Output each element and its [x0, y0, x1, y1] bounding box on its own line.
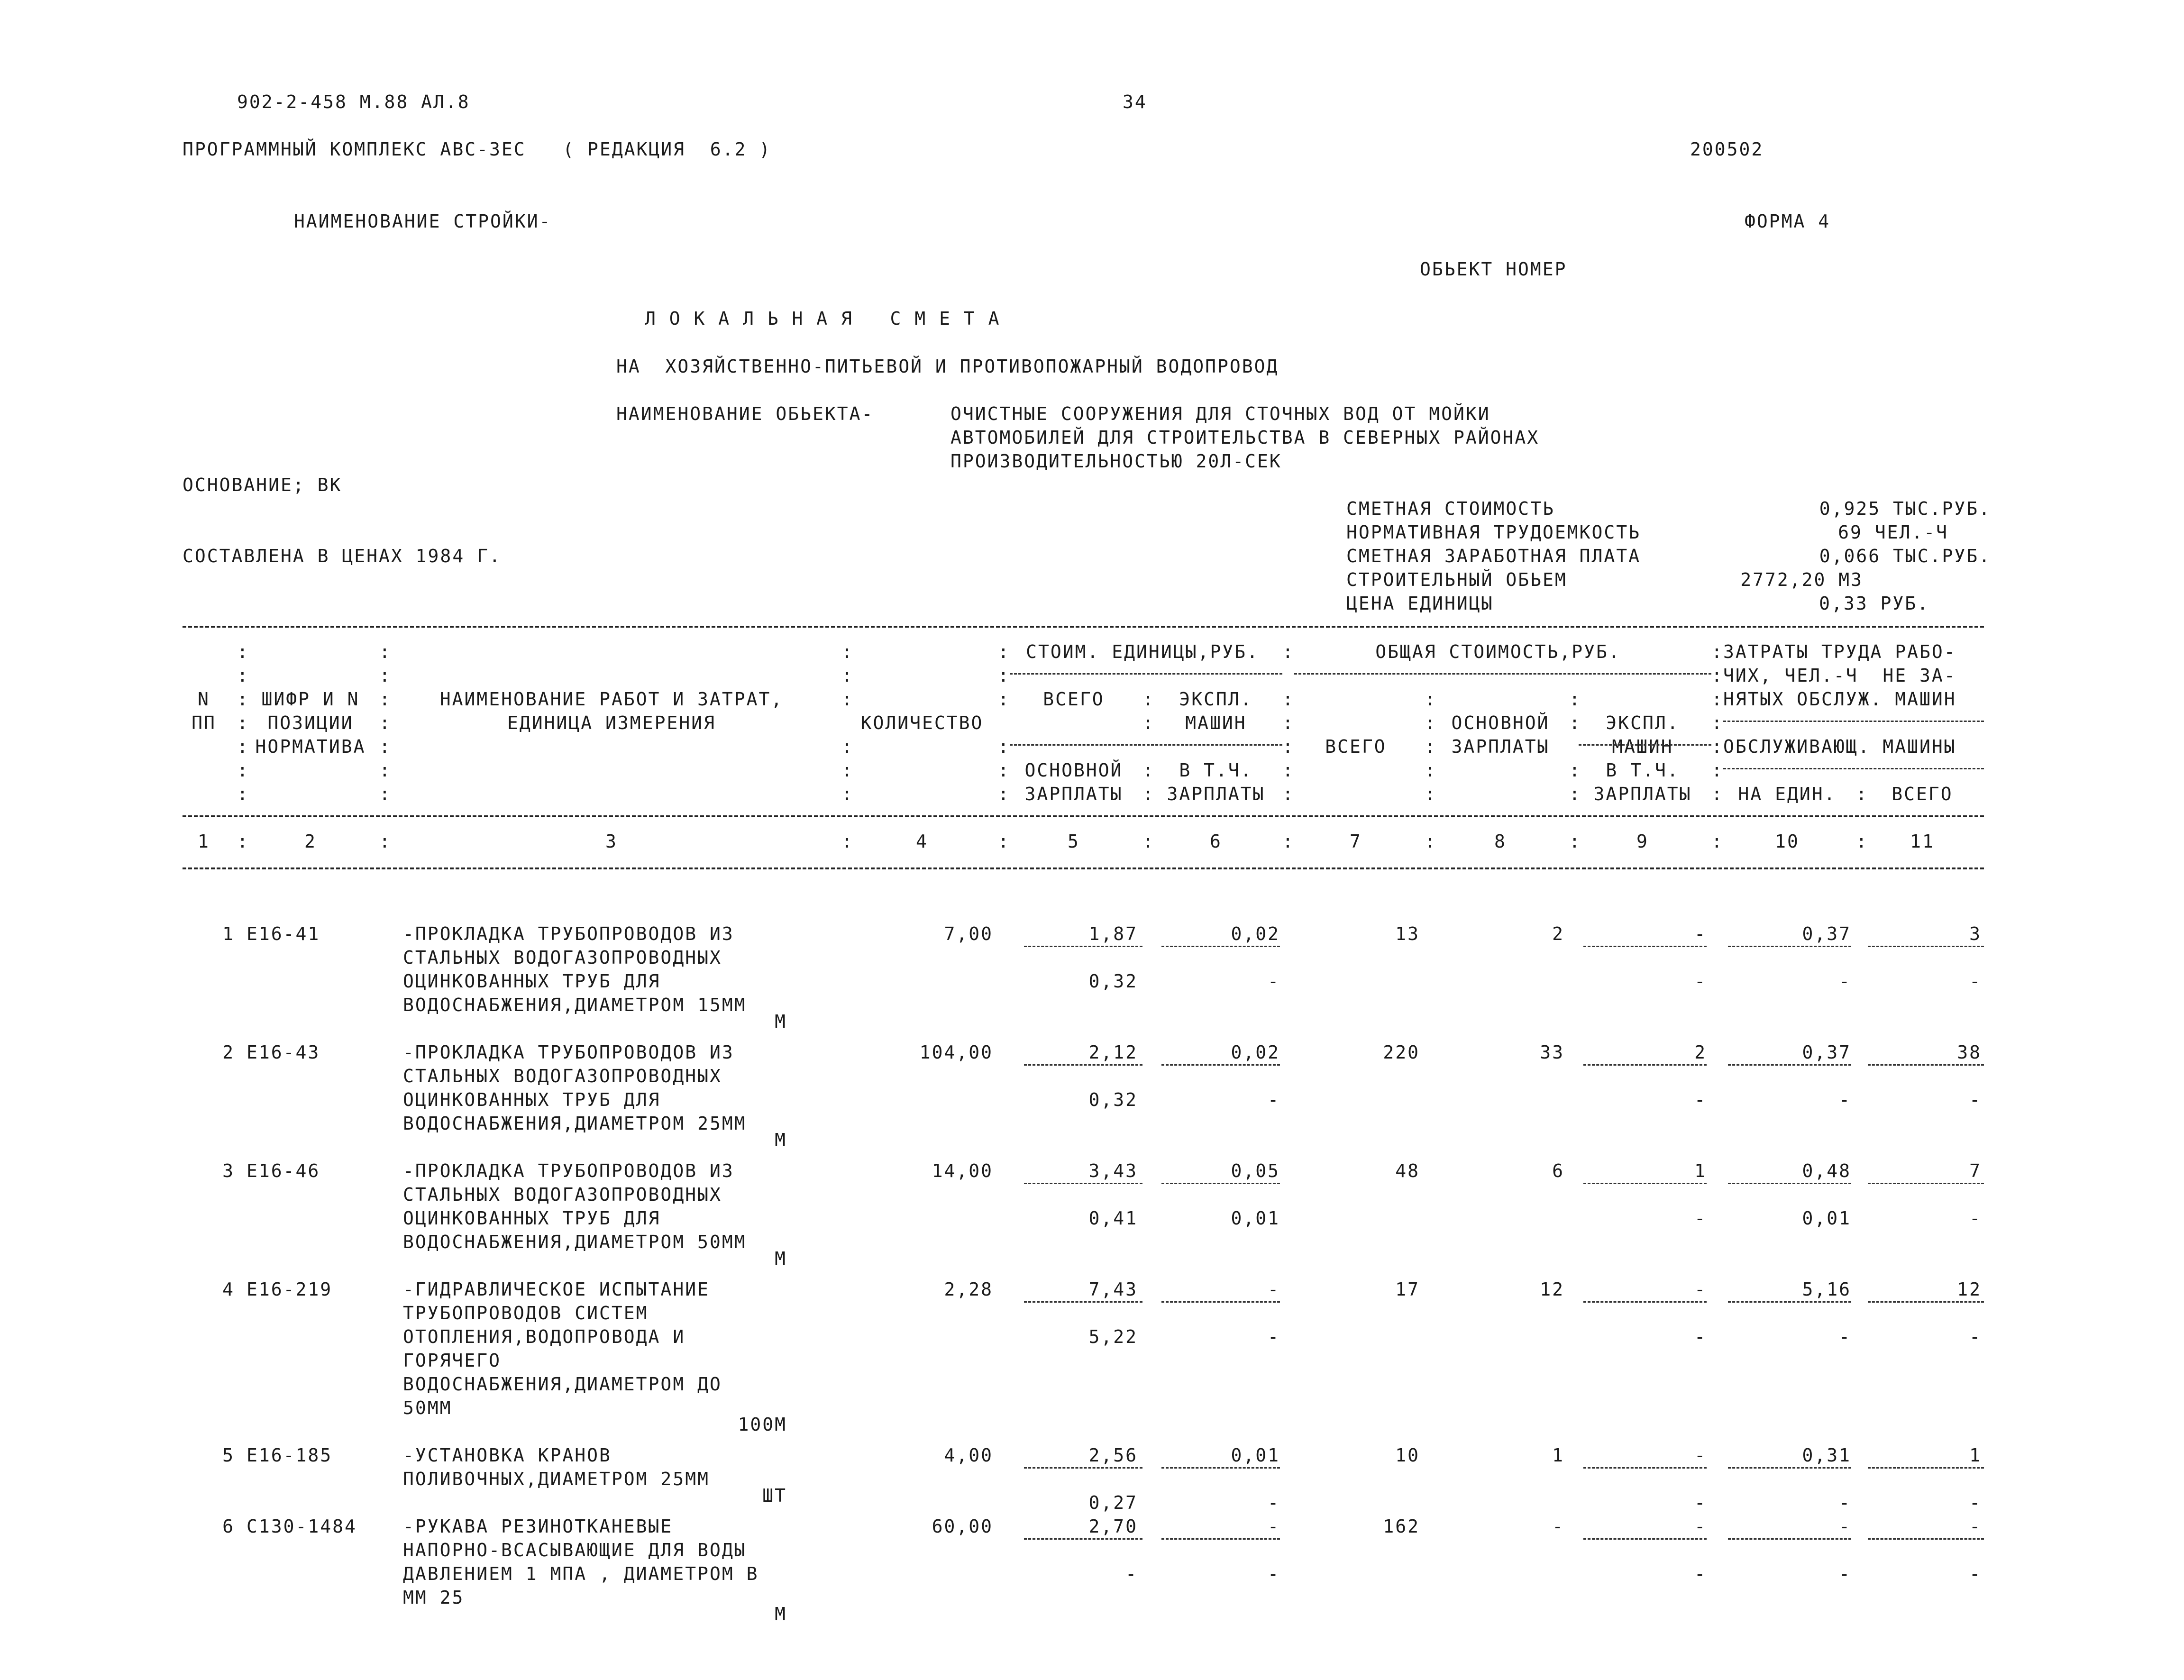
- cell-divider-rule: [1161, 1538, 1280, 1540]
- form-label: ФОРМА 4: [1745, 211, 1831, 232]
- summary-value: 0,066 ТЫС.РУБ.: [1819, 546, 1991, 566]
- row-unit-machines: 0,02: [1231, 923, 1280, 944]
- row-unit-total: 7,43: [1088, 1279, 1138, 1300]
- row-unit: ШТ: [762, 1485, 787, 1506]
- row-unit-incl: -: [1268, 1089, 1280, 1110]
- header-unit-total: ВСЕГО: [1043, 689, 1105, 710]
- cell-divider-rule: [1583, 1183, 1707, 1184]
- header-total-cost: ОБЩАЯ СТОИМОСТЬ,РУБ.: [1375, 641, 1621, 662]
- row-labor-per-unit: 0,31: [1802, 1445, 1851, 1466]
- column-number: 5: [1068, 831, 1080, 852]
- object-name-line-2: АВТОМОБИЛЕЙ ДЛЯ СТРОИТЕЛЬСТВА В СЕВЕРНЫХ РАЙОНАХ: [950, 427, 1540, 448]
- column-number: 7: [1350, 831, 1362, 852]
- row-unit-incl: 0,01: [1231, 1208, 1280, 1229]
- row-number: 4: [222, 1279, 235, 1300]
- document-subtitle: НА ХОЗЯЙСТВЕННО-ПИТЬЕВОЙ И ПРОТИВОПОЖАРНЫЙ ВОДОПРОВОД: [616, 356, 1279, 377]
- row-name-line: 50ММ: [403, 1397, 452, 1418]
- program-line: ПРОГРАММНЫЙ КОМПЛЕКС АВС-3ЕС ( РЕДАКЦИЯ 6.2 ): [183, 139, 772, 160]
- cell-divider-rule: [1024, 1064, 1142, 1066]
- column-number: 11: [1910, 831, 1935, 852]
- header-unit-incl: В Т.Ч.: [1179, 760, 1253, 781]
- row-name-line: ОТОПЛЕНИЯ,ВОДОПРОВОДА И: [403, 1326, 685, 1347]
- row-labor-per-unit-service: -: [1839, 1563, 1851, 1584]
- row-unit-total: 2,56: [1088, 1445, 1138, 1466]
- cell-divider-rule: [1728, 1538, 1851, 1540]
- row-total-wages: 12: [1540, 1279, 1564, 1300]
- summary-value: 2772,20 М3: [1740, 569, 1863, 590]
- document-title: Л О К А Л Ь Н А Я С М Е Т А: [645, 308, 1001, 329]
- header-code: НОРМАТИВА: [255, 736, 366, 757]
- row-labor-all-service: -: [1969, 1326, 1982, 1347]
- row-name-line: СТАЛЬНЫХ ВОДОГАЗОПРОВОДНЫХ: [403, 1184, 722, 1205]
- row-total-machines: 2: [1694, 1042, 1707, 1063]
- header-unit-cost: СТОИМ. ЕДИНИЦЫ,РУБ.: [1026, 641, 1259, 662]
- row-total: 13: [1395, 923, 1420, 944]
- row-total-machines: -: [1694, 1445, 1707, 1466]
- header-total-wages: ОСНОВНОЙ: [1451, 712, 1550, 733]
- row-name-line: ГОРЯЧЕГО: [403, 1350, 502, 1371]
- row-name-line: -РУКАВА РЕЗИНОТКАНЕВЫЕ: [403, 1516, 673, 1537]
- row-unit-machines: -: [1268, 1516, 1280, 1537]
- row-unit: М: [775, 1011, 787, 1032]
- row-quantity: 104,00: [919, 1042, 993, 1063]
- cell-divider-rule: [1024, 1467, 1142, 1469]
- summary-value: 0,33 РУБ.: [1819, 593, 1929, 614]
- row-name-line: НАПОРНО-ВСАСЫВАЮЩИЕ ДЛЯ ВОДЫ: [403, 1540, 747, 1561]
- row-labor-per-unit: 0,37: [1802, 923, 1851, 944]
- row-code: Е16-185: [247, 1445, 333, 1466]
- header-n: N: [198, 689, 210, 710]
- row-name-line: СТАЛЬНЫХ ВОДОГАЗОПРОВОДНЫХ: [403, 947, 722, 968]
- row-labor-per-unit-service: -: [1839, 971, 1851, 992]
- cell-divider-rule: [1024, 1538, 1142, 1540]
- header-rule: [1723, 768, 1984, 769]
- row-labor-per-unit-service: 0,01: [1802, 1208, 1851, 1229]
- cell-divider-rule: [1868, 1301, 1984, 1303]
- prices-label: СОСТАВЛЕНА В ЦЕНАХ 1984 Г.: [183, 546, 502, 566]
- header-labor: НЯТЫХ ОБСЛУЖ. МАШИН: [1723, 689, 1956, 710]
- basis-label: ОСНОВАНИЕ; ВК: [183, 475, 342, 495]
- row-total-incl: -: [1694, 971, 1707, 992]
- row-labor-all: 12: [1957, 1279, 1982, 1300]
- row-quantity: 2,28: [944, 1279, 993, 1300]
- row-unit: М: [775, 1130, 787, 1150]
- row-labor-all-service: -: [1969, 971, 1982, 992]
- cell-divider-rule: [1583, 1064, 1707, 1066]
- header-unit-wages: ОСНОВНОЙ: [1024, 760, 1123, 781]
- header-quantity: КОЛИЧЕСТВО: [860, 712, 984, 733]
- row-labor-all: 7: [1969, 1160, 1982, 1181]
- row-unit: М: [775, 1248, 787, 1269]
- column-number: 3: [605, 831, 618, 852]
- header-labor: ЧИХ, ЧЕЛ.-Ч НЕ ЗА-: [1723, 665, 1956, 686]
- row-labor-per-unit: 0,48: [1802, 1160, 1851, 1181]
- cell-divider-rule: [1024, 1183, 1142, 1184]
- header-total-machines: МАШИН: [1612, 736, 1673, 757]
- cell-divider-rule: [1161, 946, 1280, 947]
- cell-divider-rule: [1024, 1301, 1142, 1303]
- cell-divider-rule: [1728, 946, 1851, 947]
- summary-label: НОРМАТИВНАЯ ТРУДОЕМКОСТЬ: [1346, 522, 1641, 543]
- header-total-machines: ЭКСПЛ.: [1606, 712, 1680, 733]
- cell-divider-rule: [1728, 1301, 1851, 1303]
- header-total-incl: В Т.Ч.: [1606, 760, 1680, 781]
- row-labor-per-unit: -: [1839, 1516, 1851, 1537]
- row-unit: 100М: [738, 1414, 787, 1435]
- row-code: Е16-46: [247, 1160, 320, 1181]
- object-name-line-1: ОЧИСТНЫЕ СООРУЖЕНИЯ ДЛЯ СТОЧНЫХ ВОД ОТ МОЙКИ: [950, 403, 1490, 424]
- summary-label: ЦЕНА ЕДИНИЦЫ: [1346, 593, 1494, 614]
- column-number: 4: [916, 831, 928, 852]
- row-code: Е16-219: [247, 1279, 333, 1300]
- header-n: ПП: [192, 712, 216, 733]
- column-number: 10: [1775, 831, 1800, 852]
- row-unit-incl: -: [1268, 1492, 1280, 1513]
- cell-divider-rule: [1728, 1467, 1851, 1469]
- header-unit-machines: ЭКСПЛ.: [1179, 689, 1253, 710]
- cell-divider-rule: [1024, 946, 1142, 947]
- row-unit-total: 1,87: [1088, 923, 1138, 944]
- row-total-machines: 1: [1694, 1160, 1707, 1181]
- header-unit-incl: ЗАРПЛАТЫ: [1167, 784, 1265, 804]
- header-rule: [1294, 673, 1711, 675]
- row-labor-all-service: -: [1969, 1563, 1982, 1584]
- row-unit-incl: -: [1268, 1326, 1280, 1347]
- header-unit-machines: МАШИН: [1185, 712, 1247, 733]
- row-labor-all: 1: [1969, 1445, 1982, 1466]
- row-unit-machines: 0,05: [1231, 1160, 1280, 1181]
- row-unit-machines: -: [1268, 1279, 1280, 1300]
- row-labor-all-service: -: [1969, 1089, 1982, 1110]
- row-unit-total: 2,12: [1088, 1042, 1138, 1063]
- row-code: С130-1484: [247, 1516, 357, 1537]
- row-name-line: -ПРОКЛАДКА ТРУБОПРОВОДОВ ИЗ: [403, 1042, 734, 1063]
- row-total-incl: -: [1694, 1563, 1707, 1584]
- row-name-line: ММ 25: [403, 1587, 465, 1608]
- row-number: 1: [222, 923, 235, 944]
- summary-value: 0,925 ТЫС.РУБ.: [1819, 498, 1991, 519]
- header-separator: :: [1856, 784, 1868, 804]
- document-number: 200502: [1690, 139, 1764, 160]
- row-labor-all-service: -: [1969, 1208, 1982, 1229]
- row-unit-incl: -: [1268, 1563, 1280, 1584]
- row-code: Е16-43: [247, 1042, 320, 1063]
- row-name-line: ВОДОСНАБЖЕНИЯ,ДИАМЕТРОМ 25ММ: [403, 1113, 747, 1134]
- column-number: 9: [1636, 831, 1649, 852]
- row-number: 6: [222, 1516, 235, 1537]
- row-total: 17: [1395, 1279, 1420, 1300]
- cell-divider-rule: [1583, 1467, 1707, 1469]
- row-unit-wages: -: [1125, 1563, 1138, 1584]
- header-labor: ЗАТРАТЫ ТРУДА РАБО-: [1723, 641, 1956, 662]
- row-name-line: ВОДОСНАБЖЕНИЯ,ДИАМЕТРОМ 50ММ: [403, 1232, 747, 1252]
- row-total-machines: -: [1694, 923, 1707, 944]
- column-number: 2: [304, 831, 317, 852]
- row-total-incl: -: [1694, 1089, 1707, 1110]
- cell-divider-rule: [1868, 1183, 1984, 1184]
- object-number-label: ОБЬЕКТ НОМЕР: [1420, 259, 1567, 280]
- table-top-rule: [183, 626, 1984, 628]
- document-code: 902-2-458 М.88 АЛ.8: [237, 91, 470, 112]
- row-name-line: -ПРОКЛАДКА ТРУБОПРОВОДОВ ИЗ: [403, 923, 734, 944]
- row-name-line: -УСТАНОВКА КРАНОВ: [403, 1445, 612, 1466]
- row-unit-machines: 0,02: [1231, 1042, 1280, 1063]
- row-total-machines: -: [1694, 1516, 1707, 1537]
- row-unit-wages: 5,22: [1088, 1326, 1138, 1347]
- cell-divider-rule: [1583, 1538, 1707, 1540]
- summary-label: СМЕТНАЯ СТОИМОСТЬ: [1346, 498, 1555, 519]
- row-labor-per-unit-service: -: [1839, 1492, 1851, 1513]
- row-unit-wages: 0,32: [1088, 1089, 1138, 1110]
- header-unit-wages: ЗАРПЛАТЫ: [1024, 784, 1123, 804]
- cell-divider-rule: [1583, 1301, 1707, 1303]
- row-labor-all: 38: [1957, 1042, 1982, 1063]
- row-name-line: ТРУБОПРОВОДОВ СИСТЕМ: [403, 1303, 649, 1324]
- cell-divider-rule: [1583, 946, 1707, 947]
- row-labor-per-unit-service: -: [1839, 1326, 1851, 1347]
- cell-divider-rule: [1161, 1183, 1280, 1184]
- header-code: ПОЗИЦИИ: [267, 712, 354, 733]
- summary-value: 69 ЧЕЛ.-Ч: [1838, 522, 1948, 543]
- row-unit-total: 3,43: [1088, 1160, 1138, 1181]
- row-name-line: ВОДОСНАБЖЕНИЯ,ДИАМЕТРОМ ДО: [403, 1374, 722, 1395]
- row-name-line: -ГИДРАВЛИЧЕСКОЕ ИСПЫТАНИЕ: [403, 1279, 710, 1300]
- row-total-incl: -: [1694, 1326, 1707, 1347]
- row-unit-wages: 0,27: [1088, 1492, 1138, 1513]
- header-rule: [1010, 673, 1282, 675]
- header-rule: [1010, 744, 1282, 746]
- row-total-wages: 2: [1552, 923, 1564, 944]
- header-name: ЕДИНИЦА ИЗМЕРЕНИЯ: [507, 712, 716, 733]
- row-name-line: ОЦИНКОВАННЫХ ТРУБ ДЛЯ: [403, 1089, 661, 1110]
- row-total: 162: [1383, 1516, 1420, 1537]
- header-total-wages: ЗАРПЛАТЫ: [1451, 736, 1550, 757]
- row-number: 3: [222, 1160, 235, 1181]
- header-labor-service: ОБСЛУЖИВАЮЩ. МАШИНЫ: [1723, 736, 1956, 757]
- cell-divider-rule: [1868, 1538, 1984, 1540]
- row-total-machines: -: [1694, 1279, 1707, 1300]
- row-unit-wages: 0,32: [1088, 971, 1138, 992]
- summary-label: СТРОИТЕЛЬНЫЙ ОБЬЕМ: [1346, 569, 1567, 590]
- cell-divider-rule: [1161, 1301, 1280, 1303]
- cell-divider-rule: [1868, 1467, 1984, 1469]
- row-total-wages: 1: [1552, 1445, 1564, 1466]
- row-labor-all: -: [1969, 1516, 1982, 1537]
- column-number: 6: [1210, 831, 1222, 852]
- row-total-wages: 6: [1552, 1160, 1564, 1181]
- row-labor-all: 3: [1969, 923, 1982, 944]
- header-rule: [1723, 721, 1984, 722]
- row-unit-total: 2,70: [1088, 1516, 1138, 1537]
- row-code: Е16-41: [247, 923, 320, 944]
- row-labor-per-unit: 0,37: [1802, 1042, 1851, 1063]
- header-per-unit: НА ЕДИН.: [1738, 784, 1837, 804]
- cell-divider-rule: [1868, 946, 1984, 947]
- row-name-line: ВОДОСНАБЖЕНИЯ,ДИАМЕТРОМ 15ММ: [403, 995, 747, 1015]
- header-all: ВСЕГО: [1892, 784, 1953, 804]
- column-number: 8: [1494, 831, 1507, 852]
- row-labor-all-service: -: [1969, 1492, 1982, 1513]
- row-number: 2: [222, 1042, 235, 1063]
- construction-label: НАИМЕНОВАНИЕ СТРОЙКИ-: [294, 211, 552, 232]
- row-name-line: ПОЛИВОЧНЫХ,ДИАМЕТРОМ 25ММ: [403, 1469, 710, 1489]
- row-unit-wages: 0,41: [1088, 1208, 1138, 1229]
- table-numbers-rule: [183, 867, 1984, 869]
- header-rule: [1579, 744, 1711, 746]
- row-total: 48: [1395, 1160, 1420, 1181]
- cell-divider-rule: [1728, 1183, 1851, 1184]
- row-total-wages: -: [1552, 1516, 1564, 1537]
- cell-divider-rule: [1161, 1467, 1280, 1469]
- row-total-wages: 33: [1540, 1042, 1564, 1063]
- cell-divider-rule: [1728, 1064, 1851, 1066]
- object-name-line-3: ПРОИЗВОДИТЕЛЬНОСТЬЮ 20Л-СЕК: [950, 451, 1282, 472]
- object-label: НАИМЕНОВАНИЕ ОБЬЕКТА-: [616, 403, 874, 424]
- row-labor-per-unit-service: -: [1839, 1089, 1851, 1110]
- row-name-line: ОЦИНКОВАННЫХ ТРУБ ДЛЯ: [403, 1208, 661, 1229]
- summary-label: СМЕТНАЯ ЗАРАБОТНАЯ ПЛАТА: [1346, 546, 1641, 566]
- row-unit-incl: -: [1268, 971, 1280, 992]
- row-number: 5: [222, 1445, 235, 1466]
- row-total-incl: -: [1694, 1208, 1707, 1229]
- row-quantity: 14,00: [932, 1160, 993, 1181]
- row-unit-machines: 0,01: [1231, 1445, 1280, 1466]
- table-header-rule: [183, 815, 1984, 817]
- cell-divider-rule: [1868, 1064, 1984, 1066]
- row-quantity: 7,00: [944, 923, 993, 944]
- row-name-line: -ПРОКЛАДКА ТРУБОПРОВОДОВ ИЗ: [403, 1160, 734, 1181]
- header-name: НАИМЕНОВАНИЕ РАБОТ И ЗАТРАТ,: [439, 689, 784, 710]
- row-total: 220: [1383, 1042, 1420, 1063]
- row-name-line: СТАЛЬНЫХ ВОДОГАЗОПРОВОДНЫХ: [403, 1066, 722, 1087]
- row-total: 10: [1395, 1445, 1420, 1466]
- cell-divider-rule: [1161, 1064, 1280, 1066]
- column-number: 1: [198, 831, 210, 852]
- header-total-incl: ЗАРПЛАТЫ: [1593, 784, 1692, 804]
- row-labor-per-unit: 5,16: [1802, 1279, 1851, 1300]
- row-name-line: ОЦИНКОВАННЫХ ТРУБ ДЛЯ: [403, 971, 661, 992]
- row-unit: М: [775, 1604, 787, 1625]
- header-code: ШИФР И N: [261, 689, 360, 710]
- row-quantity: 4,00: [944, 1445, 993, 1466]
- page-number: 34: [1123, 91, 1147, 112]
- row-quantity: 60,00: [932, 1516, 993, 1537]
- header-total-all: ВСЕГО: [1325, 736, 1387, 757]
- row-name-line: ДАВЛЕНИЕМ 1 МПА , ДИАМЕТРОМ В: [403, 1563, 759, 1584]
- row-total-incl: -: [1694, 1492, 1707, 1513]
